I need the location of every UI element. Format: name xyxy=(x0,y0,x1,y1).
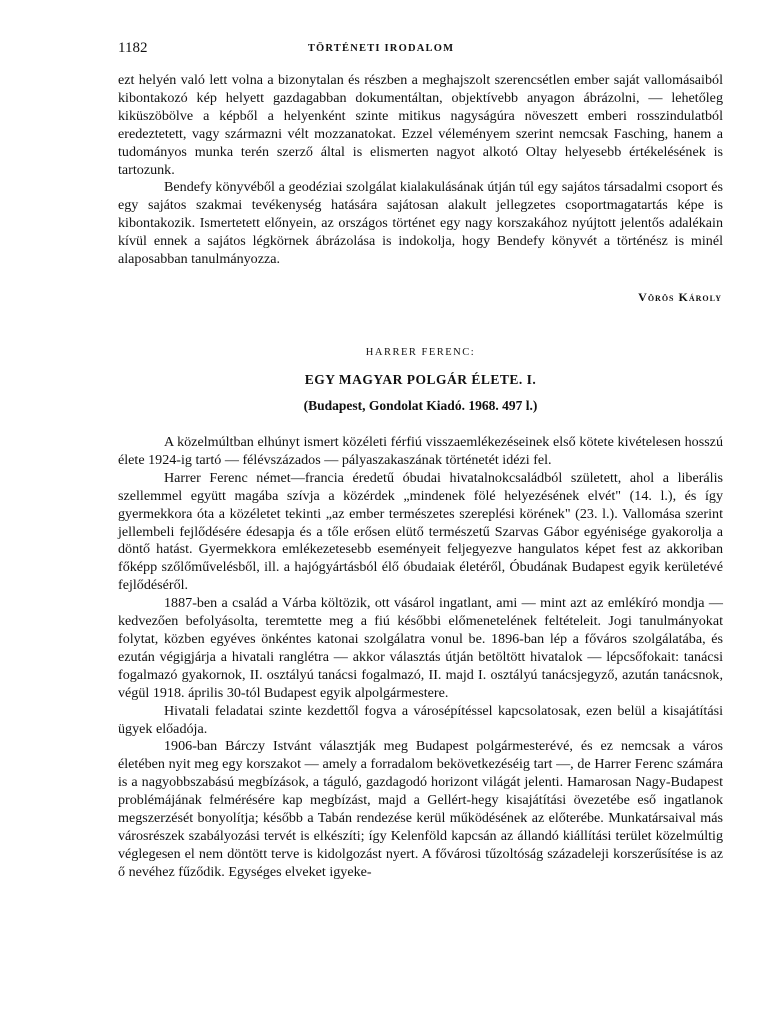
review2-author: HARRER FERENC: xyxy=(365,347,476,358)
review2-paragraph: Hivatali feladatai szinte kezdettől fogva a városépítéssel kapcsolatosak, ezen belül a kisajátítási ügyek előadója. xyxy=(118,702,723,737)
running-title: TÖRTÉNETI IRODALOM xyxy=(307,43,455,54)
review2-paragraph: A közelmúltban elhúnyt ismert közéleti férfiú visszaemlékezéseinek első kötete kivételesen hosszú élete 1924-ig tartó — félévszázados — pályaszakaszának történetét idézi fel. xyxy=(118,434,723,468)
review1-paragraph: ezt helyén való lett volna a bizonytalan és részben a meghajszolt szerencsétlen ember saját vallomásaiból kibontakozó kép helyett gazdagabban dokumentáltan, objektívebb anyagon ábrázolni, — lehetőleg kiküszöbölve a képből a helyenként szinte mitikus nagyságúra növeszett emberi rosszindulatból eredeztetett, vagy származni vélt mozzanatokat. Ezzel véleményem szerint nemcsak Fasching, hanem a tudományos munka terén szerző által is elismerten nagyot alkotó Oltay helyesebb értékelésének is tartozunk. xyxy=(118,72,723,178)
page-number: 1182 xyxy=(118,40,148,56)
review2-paragraph: Harrer Ferenc német—francia éredetű óbudai hivatalnokcsaládból született, ahol a liberális szellemmel együtt magába szívja a közérdek „mindenek fölé helyezésének elvét" (14. l.), és így gyermekkora óta a közéletet tekinti „az ember természetes szereplési körének" (23. l.). Vallomása szerint jellembeli fejlődésére édesapja és a tőle erősen elütő természetű Szarvas Gábor egyénisége gyakorolja a döntő hatást. Gyermekkora emlékezetesebb eseményeit feljegyezve hangulatos képet fest az akkoriban főképp szőlőművelésből, ill. a hajógyártásból élő óbudaiak életéről, Óbudának Budapest egyik kerületévé fejlődéséről. xyxy=(118,469,723,594)
review1-body xyxy=(118,72,723,269)
review2-paragraph: 1887-ben a család a Várba költözik, ott vásárol ingatlant, ami — mint azt az emlékíró mondja — kedvezően befolyásolta, teremtette meg a fiú későbbi előmenetelének feltételeit. Jogi tanulmányokat folytat, közben egyéves önkéntes katonai szolgálatra vonul be. 1896-ban lép a főváros szolgálatába, és ezután végigjárja a hivatali ranglétra — akkor választás útján betöltött hivatalok — lépcsőfokait: tanácsi fogalmazó gyakornok, II. osztályú tanácsi fogalmazó, II. majd I. osztályú tanácsjegyző, azután tanácsnok, végül 1918. április 30-tól Budapest egyik alpolgármestere. xyxy=(118,595,723,701)
review2-body xyxy=(118,434,723,882)
review2-paragraph: 1906-ban Bárczy Istvánt választják meg Budapest polgármesterévé, és ez nemcsak a város életében nyit meg egy korszakot — amely a forradalom bekövetkezéséig tart —, de Harrer Ferenc számára is a nagyobbszabású megbízások, a táguló, gazdagodó horizont világát jelenti. Hamarosan Nagy-Budapest problémájának felmérésére kap megbízást, majd a Gellért-hegy kisajátítási övezetébe eső ingatlanok megszerzését bonyolítja; később a Tabán rendezése kerül működésének az előterébe. Munkatársaival más városrészek szabályozási tervét is elkészíti; így Kelenföld kapcsán az állandó kiállítási terület közelmúltig véglegesen el nem döntött terve is kidolgozást nyert. A fővárosi tűzoltóság századeleji korszerűsítése is az ő nevéhez fűződik. Egységes elveket igyeke- xyxy=(118,738,723,880)
review2-publication: (Budapest, Gondolat Kiadó. 1968. 497 l.) xyxy=(303,398,538,413)
review1-paragraph: Bendefy könyvéből a geodéziai szolgálat kialakulásának útján túl egy sajátos társadalmi csoport és egy sajátos szakmai tevékenység hatására sajátosan alakult jellegzetes csoportmagatartás képe is kibontakozik. Ismertetett előnyein, az országos történet egy nagy korszakához nyújtott jelentős adalékain kívül ennek a sajátos légkörnek ábrázolása is indokolja, hogy Bendefy könyvét a történész is minél alaposabban tanulmányozza. xyxy=(118,179,723,268)
review2-title: EGY MAGYAR POLGÁR ÉLETE. I. xyxy=(304,372,537,387)
page-header xyxy=(118,40,644,60)
review1-signature: Vörös Károly xyxy=(638,290,722,304)
